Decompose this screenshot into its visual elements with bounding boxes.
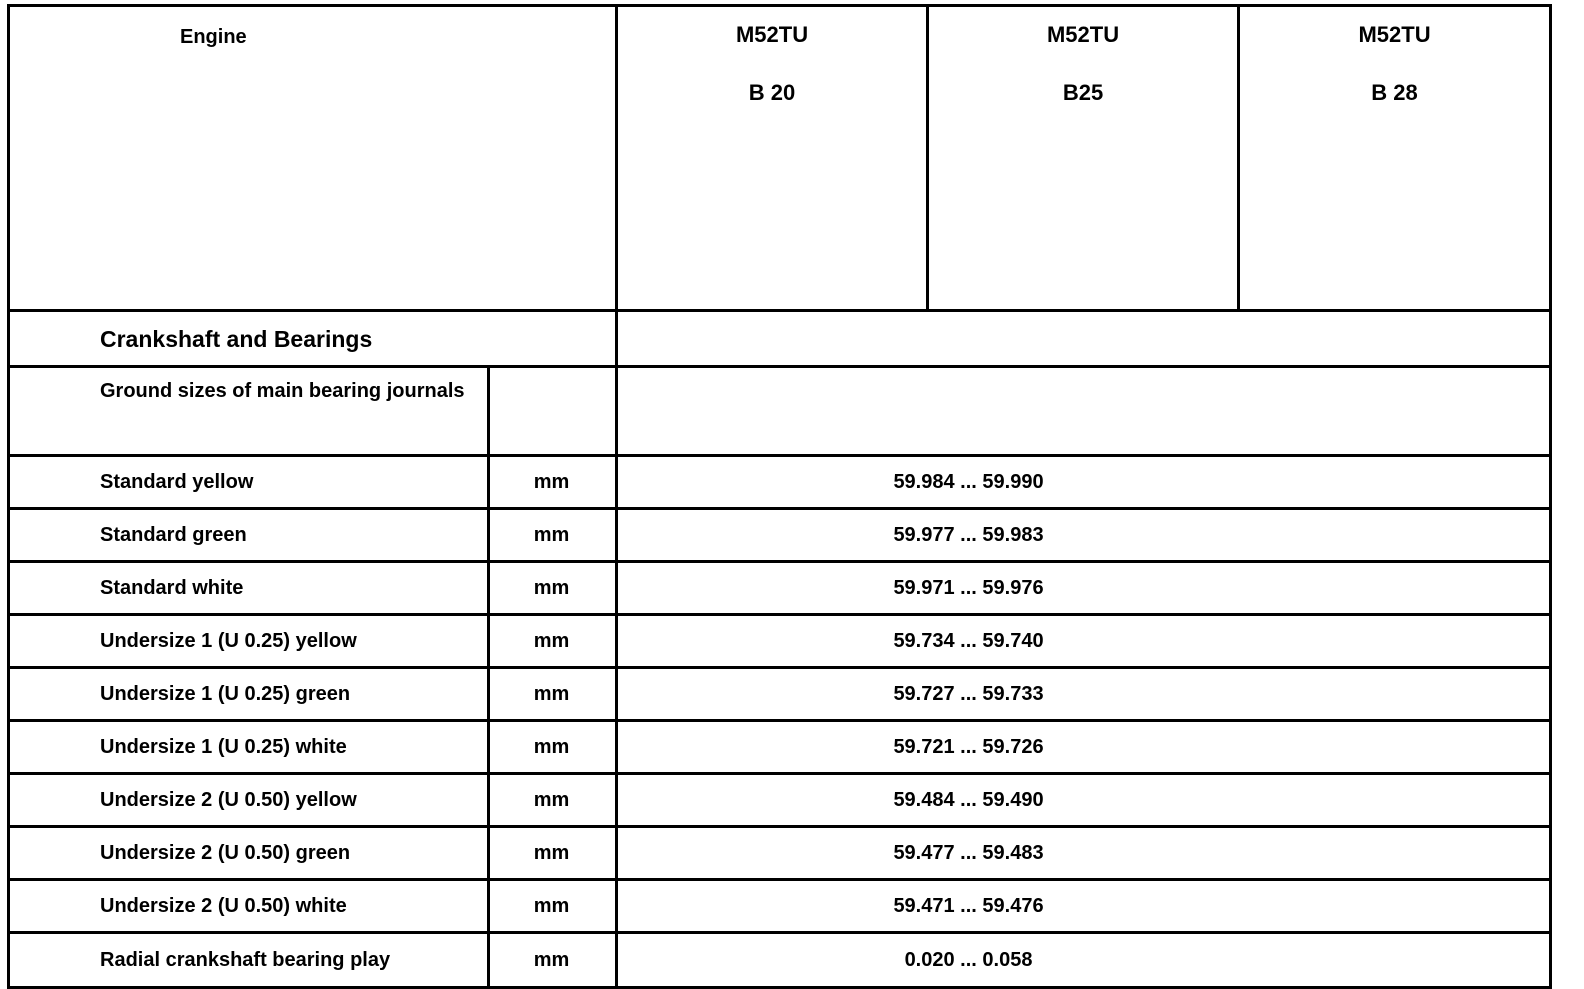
- header-row: [9, 6, 1551, 311]
- subheading-unit-empty: [489, 367, 617, 456]
- row-unit: mm: [489, 880, 617, 933]
- row-label: Undersize 1 (U 0.25) green: [9, 668, 489, 721]
- row-label: Undersize 1 (U 0.25) white: [9, 721, 489, 774]
- engine-spec-table: [7, 4, 1552, 989]
- row-value: 59.471 ... 59.476: [617, 880, 1551, 933]
- model-column-b20: [617, 6, 928, 311]
- table-row: [9, 456, 1551, 509]
- row-unit: mm: [489, 827, 617, 880]
- row-value: 59.734 ... 59.740: [617, 615, 1551, 668]
- section-title: Crankshaft and Bearings: [9, 311, 617, 367]
- row-label: Radial crankshaft bearing play: [9, 933, 489, 988]
- row-label: Undersize 1 (U 0.25) yellow: [9, 615, 489, 668]
- model-variant: B25: [1062, 80, 1104, 105]
- row-value: 59.977 ... 59.983: [617, 509, 1551, 562]
- engine-heading: Engine: [9, 6, 617, 311]
- subheading-row: [9, 367, 1551, 456]
- table-row: [9, 774, 1551, 827]
- model-column-b28: [1239, 6, 1551, 311]
- row-value: 59.971 ... 59.976: [617, 562, 1551, 615]
- row-label: Undersize 2 (U 0.50) green: [9, 827, 489, 880]
- row-unit: mm: [489, 721, 617, 774]
- row-value: 59.721 ... 59.726: [617, 721, 1551, 774]
- model-name: M52TU: [1046, 22, 1120, 47]
- row-unit: mm: [489, 562, 617, 615]
- row-unit: mm: [489, 774, 617, 827]
- row-label: Undersize 2 (U 0.50) yellow: [9, 774, 489, 827]
- row-value: 59.984 ... 59.990: [617, 456, 1551, 509]
- table-row: [9, 562, 1551, 615]
- section-value-empty: [617, 311, 1551, 367]
- subheading-label: Ground sizes of main bearing journals: [9, 367, 489, 456]
- row-label: Undersize 2 (U 0.50) white: [9, 880, 489, 933]
- model-name: M52TU: [735, 22, 809, 47]
- row-unit: mm: [489, 933, 617, 988]
- table-row: [9, 721, 1551, 774]
- row-unit: mm: [489, 668, 617, 721]
- row-label: Standard green: [9, 509, 489, 562]
- table-row: [9, 509, 1551, 562]
- row-unit: mm: [489, 456, 617, 509]
- row-unit: mm: [489, 615, 617, 668]
- row-value: 59.484 ... 59.490: [617, 774, 1551, 827]
- section-row: [9, 311, 1551, 367]
- model-variant: B 20: [748, 80, 796, 105]
- row-label: Standard white: [9, 562, 489, 615]
- table-row: [9, 668, 1551, 721]
- subheading-value-empty: [617, 367, 1551, 456]
- row-value: 59.477 ... 59.483: [617, 827, 1551, 880]
- table-row: [9, 615, 1551, 668]
- table-row: [9, 827, 1551, 880]
- model-name: M52TU: [1358, 22, 1431, 47]
- data-rows: [9, 456, 1551, 988]
- row-value: 0.020 ... 0.058: [617, 933, 1551, 988]
- model-variant: B 28: [1371, 80, 1418, 105]
- table-row: [9, 880, 1551, 933]
- row-label: Standard yellow: [9, 456, 489, 509]
- model-column-b25: [928, 6, 1239, 311]
- row-value: 59.727 ... 59.733: [617, 668, 1551, 721]
- table-row: [9, 933, 1551, 988]
- row-unit: mm: [489, 509, 617, 562]
